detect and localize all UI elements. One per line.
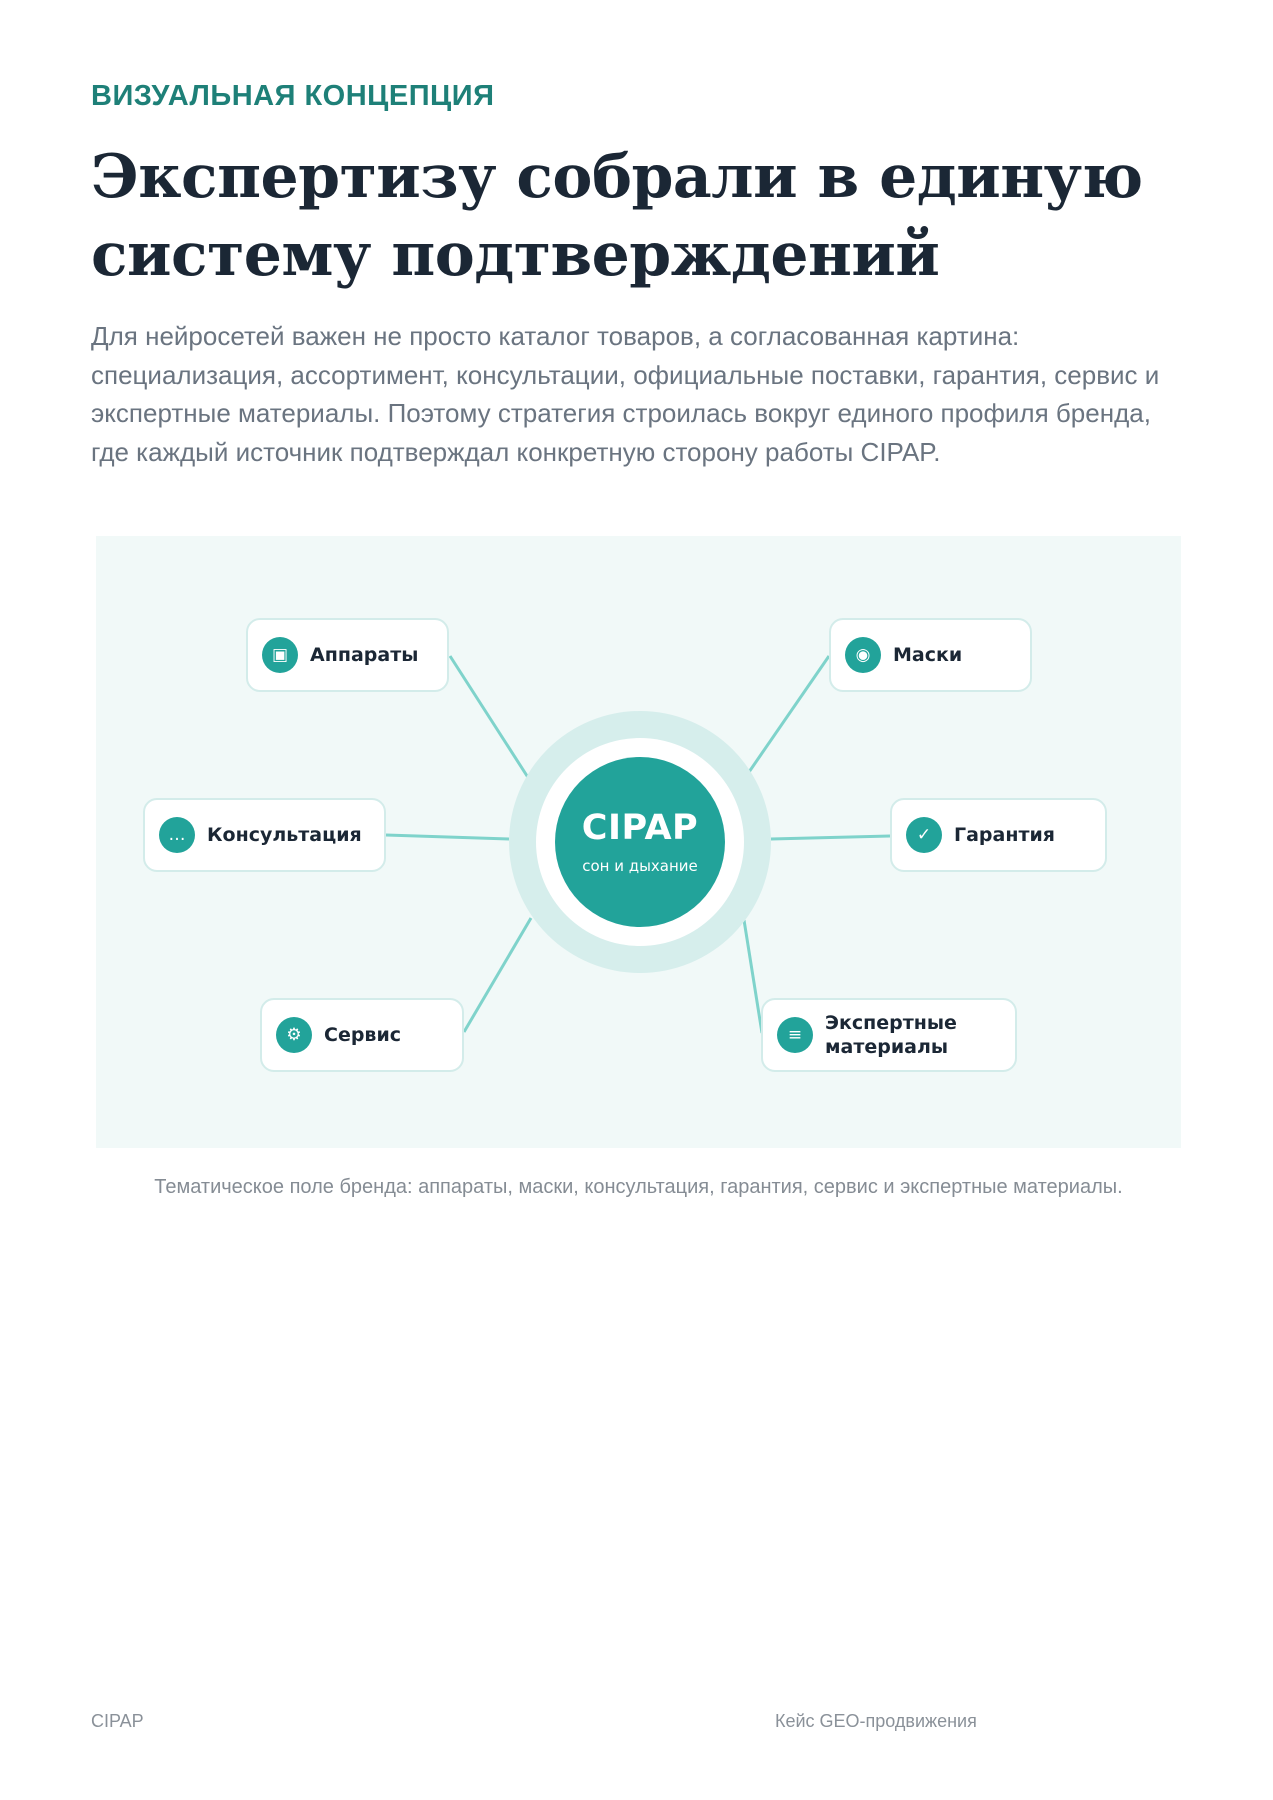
connector-expert — [744, 920, 762, 1033]
node-label: Консультация — [207, 824, 362, 846]
figure-caption: Тематическое поле бренда: аппараты, маски, консультация, гарантия, сервис и экспертные материалы. — [154, 1176, 1123, 1198]
node-label: Аппараты — [310, 644, 419, 666]
node-expert-materials[interactable] — [761, 998, 1017, 1072]
node-label: Маски — [893, 644, 963, 666]
connector-apparaty — [450, 656, 529, 779]
check-icon: ✓ — [906, 817, 942, 853]
device-icon: ▣ — [262, 637, 298, 673]
connector-konsultaciya — [386, 835, 509, 839]
footer-brand: CIPAP — [91, 1711, 144, 1731]
section-eyebrow: ВИЗУАЛЬНАЯ КОНЦЕПЦИЯ — [91, 80, 495, 112]
connector-servis — [464, 918, 531, 1032]
node-label: Сервис — [324, 1024, 402, 1046]
node-maski[interactable] — [829, 618, 1032, 692]
node-label: Экспертные материалы — [825, 1012, 957, 1058]
document-icon: ≡ — [777, 1017, 813, 1053]
hub-label — [555, 808, 725, 876]
node-servis[interactable] — [260, 998, 464, 1072]
mask-icon: ◉ — [845, 637, 881, 673]
connector-garantiya — [771, 836, 890, 839]
footer-case-label: Кейс GEO-продвижения — [775, 1711, 977, 1731]
hub-subtitle: сон и дыхание — [582, 857, 698, 875]
chat-icon: … — [159, 817, 195, 853]
page-title-line-2: систему подтверждений — [91, 220, 940, 290]
node-apparaty[interactable] — [246, 618, 449, 692]
connector-maski — [749, 656, 829, 772]
node-konsultaciya[interactable] — [143, 798, 386, 872]
page-title-line-1: Экспертизу собрали в единую — [91, 142, 1143, 212]
concept-diagram — [96, 536, 1181, 1148]
gear-icon: ⚙ — [276, 1017, 312, 1053]
node-label: Гарантия — [954, 824, 1056, 846]
hub-title: CIPAP — [581, 808, 699, 848]
node-garantiya[interactable] — [890, 798, 1107, 872]
lead-paragraph: Для нейросетей важен не просто каталог товаров, а согласованная картина: специализация, ассортимент, консультации, официальные поставки, гарантия, сервис и экспертные материалы. Поэтому стратегия строилась вокруг единого профиля бренда, где каждый источник подтверждал конкретную сторону работы CIPAP. — [91, 321, 1160, 467]
page-title — [91, 138, 1191, 294]
